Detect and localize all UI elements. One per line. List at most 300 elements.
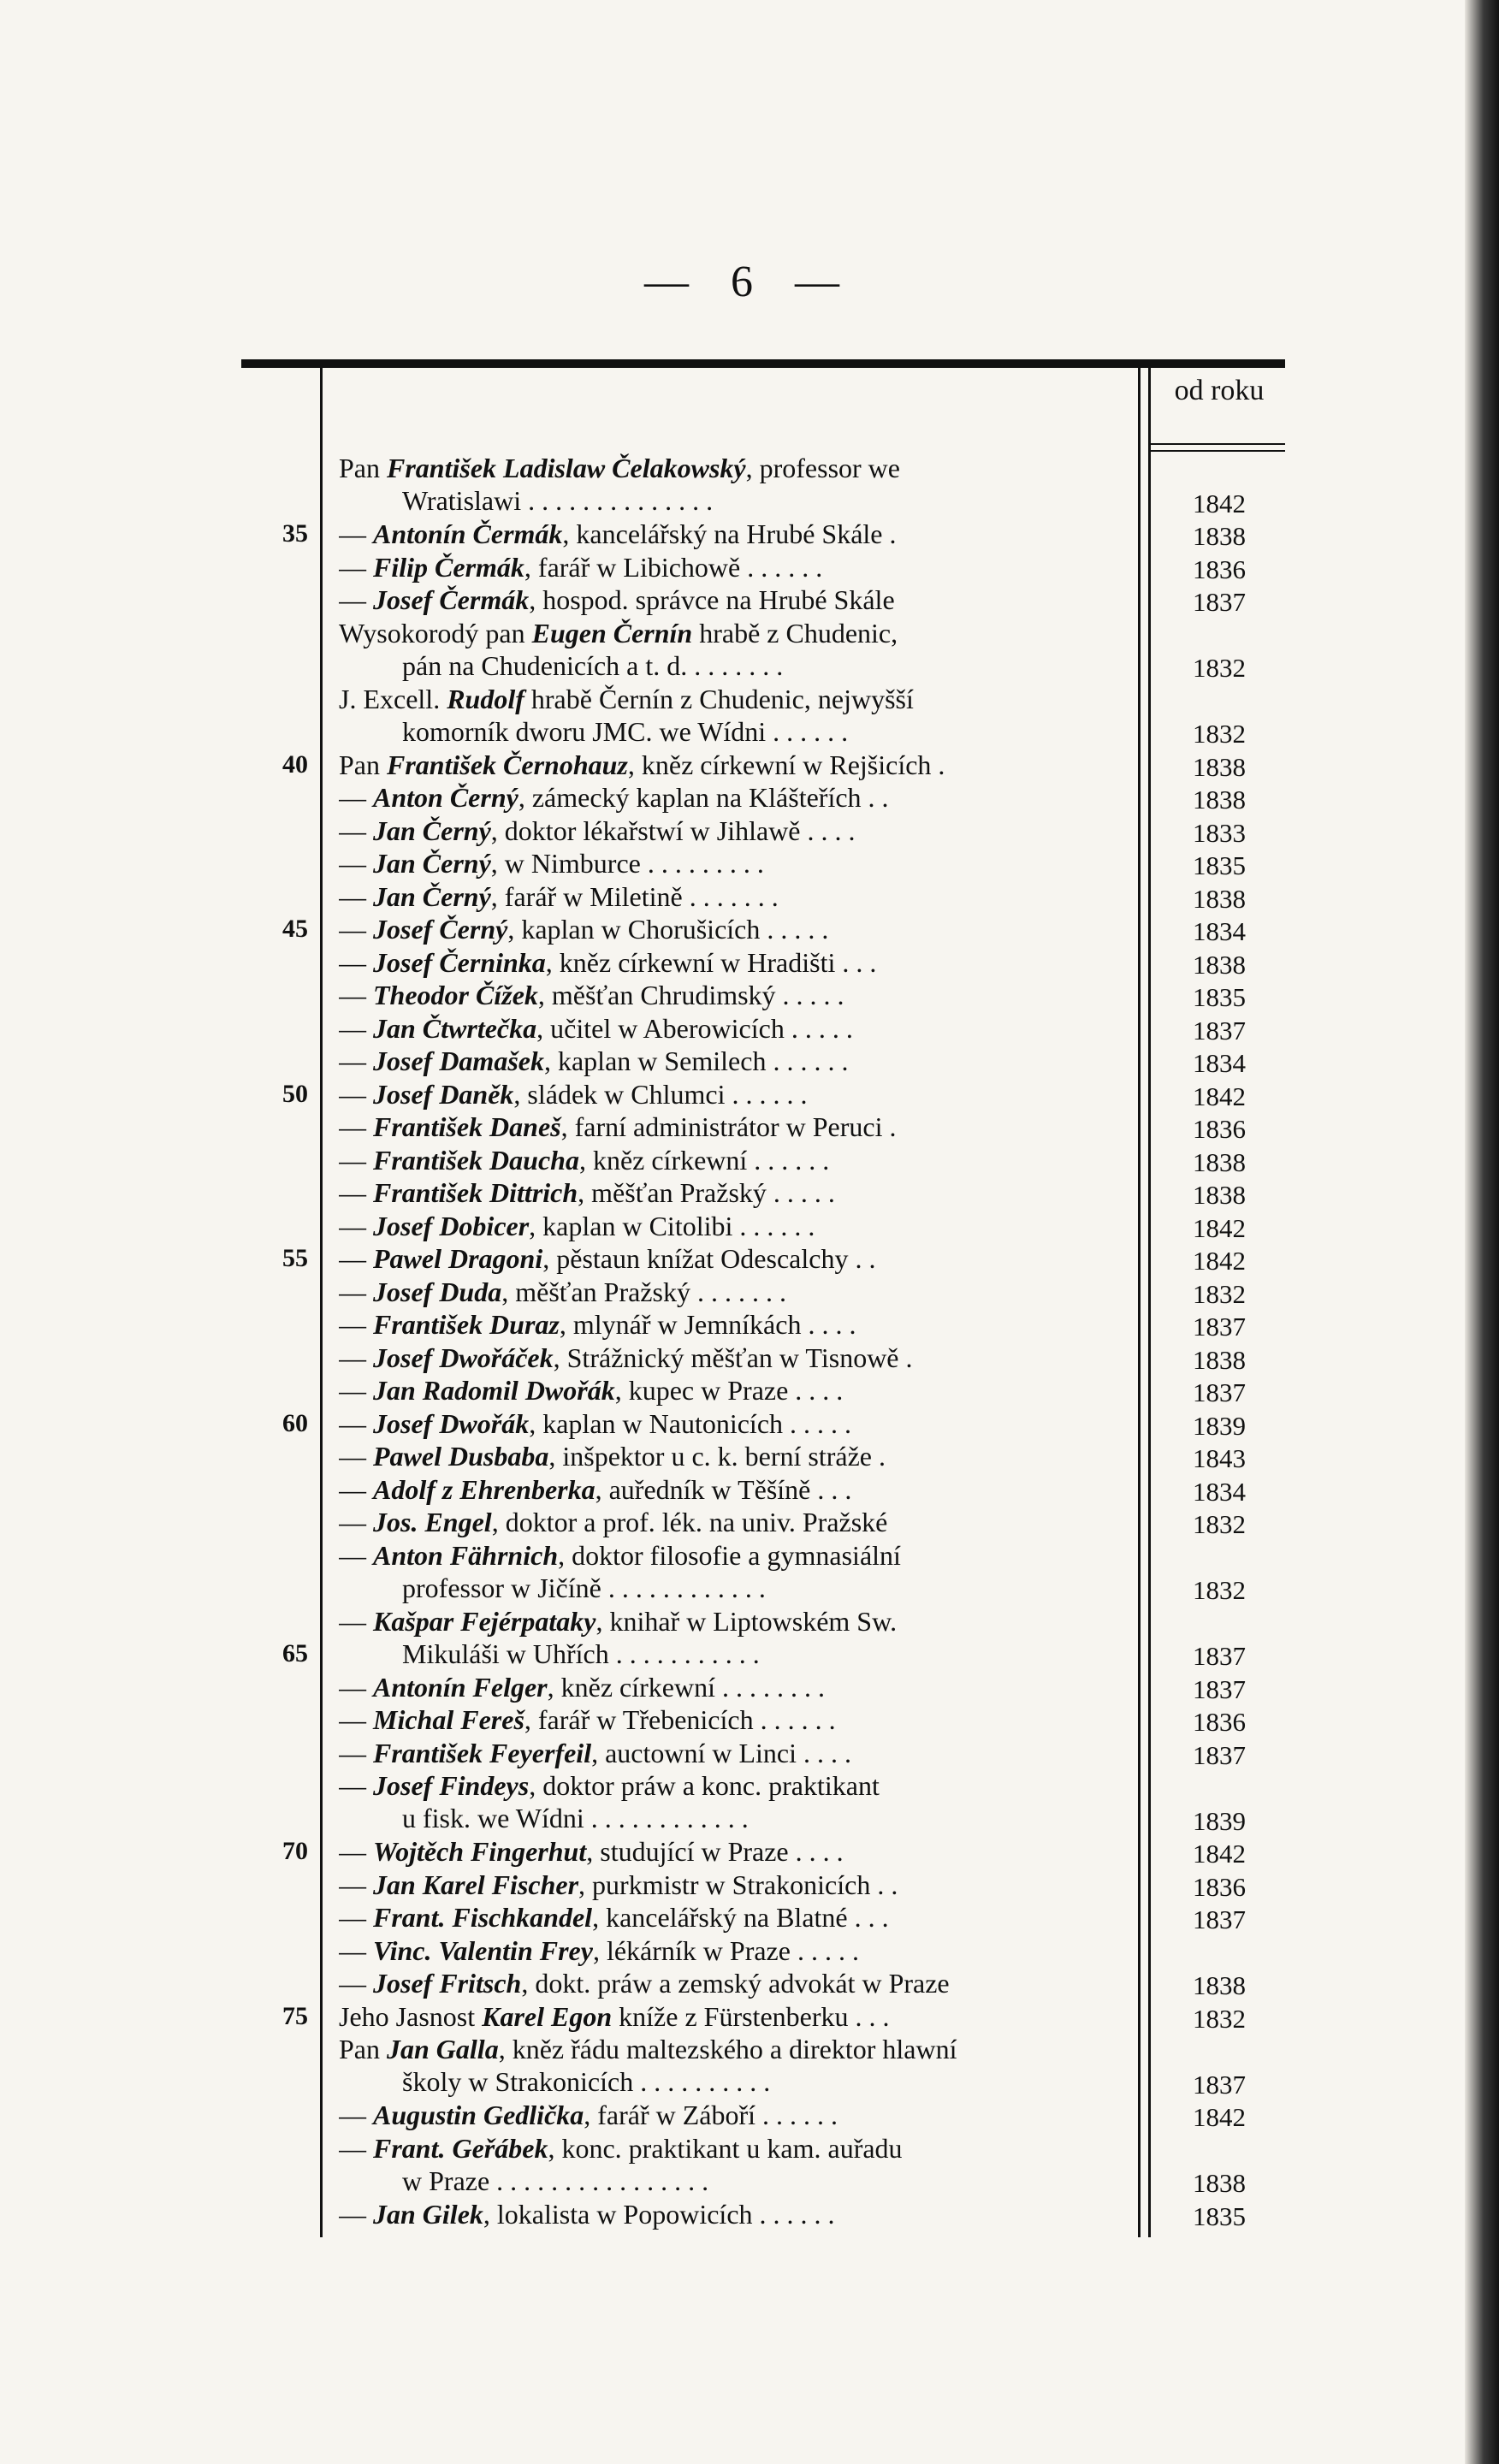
entry-prefix: J. Excell. (339, 683, 447, 714)
entry-description: , w Nimburce . . . . . . . . . (490, 848, 764, 879)
person-name: František Daucha (373, 1144, 579, 1176)
entry-line (339, 1769, 1131, 1802)
entry-description: , farář w Třebenicích . . . . . . (524, 1704, 836, 1735)
entry-text (339, 1045, 1131, 1077)
entry-text (339, 1605, 1131, 1670)
entry-line (339, 1901, 1131, 1934)
register-entry (0, 1901, 1499, 1934)
entry-prefix: — (339, 914, 373, 945)
entry-description: , Strážnický měšťan w Tisnowě . (553, 1342, 913, 1373)
entry-description: , učitel w Aberowicích . . . . . (536, 1012, 853, 1044)
entry-line (339, 814, 1131, 847)
person-name: Karel Egon (482, 2000, 613, 2032)
entry-text (339, 617, 1131, 682)
entry-prefix: — (339, 1441, 373, 1472)
person-name: Josef Fritsch (373, 1968, 522, 1999)
register-entry (0, 847, 1499, 880)
entry-prefix: Pan (339, 749, 387, 780)
person-name: Eugen Černín (531, 617, 693, 649)
entry-prefix: — (339, 1737, 373, 1768)
person-name: Josef Damašek (373, 1045, 544, 1076)
entry-prefix: — (339, 880, 373, 912)
entry-number: 45 (282, 915, 308, 943)
entry-text (339, 2033, 1131, 2098)
entry-description: , doktor filosofie a gymnasiální (558, 1539, 901, 1571)
entry-year: 1832 (1193, 2003, 1246, 2034)
register-entry (0, 2033, 1499, 2099)
person-name: Josef Dobicer (373, 1210, 530, 1241)
entry-year: 1837 (1193, 1015, 1246, 1045)
entry-prefix: — (339, 1111, 373, 1142)
register-entry (0, 1111, 1499, 1144)
register-entry (0, 1012, 1499, 1045)
entry-description: , kupec w Praze . . . . (614, 1375, 844, 1406)
entry-prefix: — (339, 1704, 373, 1735)
person-name: Frant. Geřábek (373, 2132, 548, 2164)
entry-description: , auctowní w Linci . . . . (591, 1737, 852, 1768)
person-name: Filip Čermák (373, 551, 524, 583)
person-name: František Feyerfeil (373, 1737, 592, 1768)
register-entry (0, 551, 1499, 584)
entry-text (339, 1769, 1131, 1834)
entry-text (339, 1934, 1131, 1967)
entry-line (339, 2198, 1131, 2230)
entry-line (339, 1078, 1131, 1111)
entry-year: 1838 (1193, 1146, 1246, 1177)
person-name: Jan Gilek (373, 2198, 483, 2230)
entry-prefix: — (339, 551, 373, 583)
entry-prefix: školy w Strakonicích . . . . . . . . . . (402, 2066, 771, 2097)
register-entry (0, 1671, 1499, 1704)
entry-text (339, 1276, 1131, 1308)
entry-prefix: — (339, 2198, 373, 2230)
entry-prefix: — (339, 980, 373, 1010)
entry-line (339, 749, 1131, 781)
entry-line (339, 1473, 1131, 1506)
entry-prefix: — (339, 1869, 373, 1900)
entry-prefix: Wysokorodý pan (339, 617, 532, 649)
entry-line (339, 1671, 1131, 1703)
entry-description: , lékárník w Praze . . . . . (592, 1934, 859, 1966)
entry-description: , purkmistr w Strakonicích . . (578, 1869, 898, 1900)
person-name: Vinc. Valentin Frey (373, 1934, 593, 1966)
entry-year: 1838 (1193, 785, 1246, 814)
entry-description: , professor we (745, 453, 900, 483)
person-name: Kašpar Fejérpataky (373, 1605, 596, 1637)
entry-description: , farní administrátor w Peruci . (560, 1111, 897, 1142)
register-entry (0, 1869, 1499, 1902)
entry-year: 1838 (1193, 883, 1246, 914)
person-name: Josef Černý (373, 914, 508, 945)
entry-description: , farář w Miletině . . . . . . . (490, 880, 779, 912)
entry-prefix: u fisk. we Wídni . . . . . . . . . . . . (402, 1803, 749, 1833)
entry-prefix: — (339, 1671, 373, 1703)
entry-description: , kancelářský na Blatné . . . (592, 1902, 889, 1933)
entry-text (339, 1308, 1131, 1341)
register-entry (0, 1045, 1499, 1078)
entry-description: , doktor a prof. lék. na univ. Pražské (491, 1507, 888, 1537)
person-name: Adolf z Ehrenberka (373, 1473, 595, 1505)
entry-prefix: Wratislawi (402, 485, 522, 516)
entry-prefix: komorník dworu JMC. we Wídni . . . . . . (402, 715, 849, 747)
person-name: František Duraz (373, 1309, 560, 1340)
entry-description: , studující w Praze . . . . (586, 1836, 844, 1867)
entry-prefix: — (339, 2100, 373, 2130)
entry-description: , kněz církewní . . . . . . . . (547, 1671, 825, 1703)
register-entry (0, 1144, 1499, 1177)
entry-line (339, 946, 1131, 979)
entry-text (339, 814, 1131, 847)
entry-prefix: — (339, 1605, 373, 1637)
entry-line (339, 913, 1131, 945)
header-rule (1151, 443, 1285, 445)
entry-year: 1835 (1193, 982, 1246, 1012)
person-name: Jos. Engel (373, 1507, 492, 1537)
entry-year: 1836 (1193, 554, 1246, 584)
entry-line (339, 2165, 1131, 2197)
entry-description: hrabě z Chudenic, (692, 617, 898, 649)
entry-text (339, 2198, 1131, 2230)
person-name: František Daneš (373, 1111, 561, 1142)
entry-year: 1837 (1193, 1377, 1246, 1407)
person-name: Theodor Čížek (373, 980, 538, 1010)
entry-prefix: — (339, 1473, 373, 1505)
entry-description: , měšťan Chrudimský . . . . . (537, 980, 844, 1010)
entry-prefix: w Praze . . . . . . . . . . . . . . . . (402, 2165, 709, 2196)
register-entry (0, 1605, 1499, 1671)
register-entry (0, 1078, 1499, 1111)
entry-line (339, 1308, 1131, 1341)
entry-prefix: — (339, 1407, 373, 1439)
person-name: Josef Dwořák (373, 1407, 530, 1439)
entry-year: 1835 (1193, 850, 1246, 880)
entry-year: 1833 (1193, 817, 1246, 848)
entry-text (339, 913, 1131, 945)
entry-year: 1834 (1193, 1476, 1246, 1507)
entry-line (339, 2033, 1131, 2065)
entry-text (339, 1671, 1131, 1703)
register-entry (0, 1342, 1499, 1375)
entry-text (339, 847, 1131, 880)
entry-description: , knihař w Liptowském Sw. (595, 1605, 898, 1637)
entry-line (339, 1440, 1131, 1472)
entry-number: 55 (282, 1244, 308, 1272)
person-name: Josef Duda (373, 1276, 502, 1307)
entry-prefix: — (339, 1177, 373, 1208)
person-name: Jan Černý (373, 848, 491, 879)
entry-line (339, 617, 1131, 649)
entry-year: 1832 (1193, 719, 1246, 749)
entry-text (339, 1506, 1131, 1538)
entry-prefix: — (339, 782, 373, 813)
person-name: František Ladislaw Čelakowský (387, 453, 746, 483)
entry-prefix: — (339, 1144, 373, 1176)
entry-prefix: — (339, 1539, 373, 1571)
entry-year: 1843 (1193, 1443, 1246, 1473)
entry-year: 1837 (1193, 2069, 1246, 2100)
entry-number: 60 (282, 1408, 308, 1437)
entry-prefix: — (339, 1902, 373, 1933)
entry-line (339, 1539, 1131, 1572)
entry-line (339, 1342, 1131, 1374)
entry-text (339, 1176, 1131, 1209)
entry-text (339, 1407, 1131, 1440)
entry-prefix: Pan (339, 453, 387, 483)
register-entry (0, 1374, 1499, 1407)
entry-description: , kaplan w Citolibi . . . . . . (529, 1210, 815, 1241)
register-entry (0, 1835, 1499, 1869)
entry-year: 1842 (1193, 1839, 1246, 1869)
entry-line (339, 1012, 1131, 1045)
entry-line (339, 452, 1131, 484)
entry-description: , kněz řádu maltezského a direktor hlawní (498, 2034, 957, 2064)
entry-year: 1838 (1193, 2168, 1246, 2198)
entry-line (339, 1967, 1131, 1999)
entry-description: , auředník w Těšíně . . . (595, 1473, 852, 1505)
entry-line (339, 2000, 1131, 2033)
entry-line (339, 1210, 1131, 1242)
entry-line (339, 518, 1131, 550)
entry-text (339, 1835, 1131, 1868)
entry-description: , inšpektor u c. k. berní stráže . (548, 1441, 886, 1472)
person-name: Antonín Felger (373, 1671, 548, 1703)
entry-prefix: — (339, 1012, 373, 1044)
entry-line (339, 1242, 1131, 1275)
entry-number: 65 (282, 1639, 308, 1667)
year-column-header: od roku (1174, 375, 1265, 406)
entry-prefix: — (339, 1968, 373, 1999)
entry-text (339, 2132, 1131, 2197)
register-entry (0, 583, 1499, 617)
entry-year: 1837 (1193, 1739, 1246, 1770)
person-name: Antonín Čermák (373, 518, 563, 549)
person-name: Josef Černinka (373, 946, 546, 978)
entry-text (339, 2099, 1131, 2131)
entry-line (339, 1934, 1131, 1967)
register-entry (0, 1769, 1499, 1835)
entry-prefix: — (339, 1342, 373, 1373)
entry-text (339, 1737, 1131, 1769)
entry-year: 1834 (1193, 1048, 1246, 1078)
entry-text (339, 749, 1131, 781)
page-number: — 6 — (644, 258, 855, 306)
entry-line (339, 683, 1131, 715)
entry-line (339, 847, 1131, 880)
entry-prefix: Pan (339, 2034, 387, 2064)
entry-text (339, 1539, 1131, 1604)
person-name: František Černohauz (387, 749, 628, 780)
entry-year: 1837 (1193, 1673, 1246, 1704)
person-name: Rudolf (447, 683, 524, 714)
register-entry (0, 1242, 1499, 1276)
entry-year: 1837 (1193, 1904, 1246, 1934)
entry-prefix: — (339, 1243, 373, 1274)
entry-year: 1839 (1193, 1410, 1246, 1441)
entry-prefix: — (339, 1210, 373, 1241)
entry-description: , kněz církewní w Hradišti . . . (545, 946, 877, 978)
register-entry (0, 814, 1499, 848)
register-entry (0, 880, 1499, 914)
entry-text (339, 1144, 1131, 1176)
entry-description: hrabě Černín z Chudenic, nejwyšší (524, 683, 914, 714)
entry-line (339, 1737, 1131, 1769)
entry-prefix: — (339, 1836, 373, 1867)
entry-text (339, 1242, 1131, 1275)
register-entry (0, 749, 1499, 782)
entry-prefix: — (339, 946, 373, 978)
entry-description: , konc. praktikant u kam. auřadu (548, 2132, 903, 2164)
entry-description: , doktor práw a konc. praktikant (529, 1770, 880, 1801)
entry-description: , měšťan Pražský . . . . . (578, 1177, 835, 1208)
entry-year: 1839 (1193, 1805, 1246, 1836)
entry-text (339, 518, 1131, 550)
entry-year: 1838 (1193, 1970, 1246, 2000)
entry-text (339, 452, 1131, 517)
register-entry (0, 1539, 1499, 1605)
person-name: Jan Radomil Dwořák (373, 1375, 615, 1406)
person-name: Frant. Fischkandel (373, 1902, 593, 1933)
entry-prefix: — (339, 2132, 373, 2164)
register-entry (0, 518, 1499, 551)
register-entry (0, 1737, 1499, 1770)
entry-text (339, 683, 1131, 748)
person-name: Jan Černý (373, 814, 491, 846)
entry-year: 1832 (1193, 1509, 1246, 1539)
entry-text (339, 781, 1131, 814)
entry-text (339, 1111, 1131, 1143)
entry-description: , doktor lékařstwí w Jihlawě . . . . (490, 814, 856, 846)
entry-year: 1842 (1193, 2102, 1246, 2132)
register-entry (0, 2000, 1499, 2034)
entry-text (339, 979, 1131, 1011)
entry-number: 70 (282, 1837, 308, 1865)
entry-number: 35 (282, 519, 308, 548)
register-entry (0, 1473, 1499, 1507)
person-name: František Dittrich (373, 1177, 578, 1208)
entry-year: 1832 (1193, 1575, 1246, 1605)
person-name: Jan Karel Fischer (373, 1869, 579, 1900)
register-entry (0, 1176, 1499, 1210)
entry-prefix: professor w Jičíně . . . . . . . . . . . . (402, 1572, 766, 1603)
entry-prefix: — (339, 1276, 373, 1307)
entry-number: 50 (282, 1079, 308, 1108)
person-name: Josef Čermák (373, 584, 530, 615)
entry-text (339, 1374, 1131, 1407)
entry-line (339, 649, 1131, 682)
entry-number: 75 (282, 2001, 308, 2030)
entry-year: 1838 (1193, 949, 1246, 980)
entry-description: , farář w Záboří . . . . . . (584, 2100, 838, 2130)
entry-text (339, 551, 1131, 583)
entry-year: 1838 (1193, 521, 1246, 551)
person-name: Michal Fereš (373, 1704, 524, 1735)
entry-line (339, 880, 1131, 913)
entry-year: 1838 (1193, 1344, 1246, 1375)
entry-prefix: — (339, 518, 373, 549)
entry-line (339, 1176, 1131, 1209)
entry-text (339, 1210, 1131, 1242)
entry-description: , sládek w Chlumci . . . . . . (513, 1078, 808, 1110)
entry-line (339, 781, 1131, 814)
entry-description: . . . . . . . . . . . . . . (521, 485, 714, 516)
entry-line (339, 1802, 1131, 1834)
entry-text (339, 1703, 1131, 1736)
register-entry (0, 1276, 1499, 1309)
entry-description: kníže z Fürstenberku . . . (612, 2000, 890, 2032)
entry-text (339, 1869, 1131, 1901)
entry-prefix: Mikuláši w Uhřích . . . . . . . . . . . (402, 1638, 760, 1669)
entry-line (339, 2099, 1131, 2131)
entry-year: 1832 (1193, 653, 1246, 683)
entry-year: 1842 (1193, 1212, 1246, 1243)
entry-year: 1838 (1193, 751, 1246, 782)
entry-text (339, 1473, 1131, 1506)
entry-prefix: — (339, 1770, 373, 1801)
entry-prefix: — (339, 1375, 373, 1406)
entry-line (339, 2132, 1131, 2165)
entry-prefix: — (339, 1507, 373, 1537)
register-entry (0, 452, 1499, 518)
entry-text (339, 1012, 1131, 1045)
register-entry (0, 2132, 1499, 2198)
entry-line (339, 1835, 1131, 1868)
register-entry (0, 946, 1499, 980)
register-entry (0, 2099, 1499, 2132)
entry-description: , mlynář w Jemníkách . . . . (559, 1309, 856, 1340)
entry-line (339, 979, 1131, 1011)
entry-description: , hospod. správce na Hrubé Skále (529, 584, 895, 615)
entry-description: , lokalista w Popowicích . . . . . . (483, 2198, 835, 2230)
entry-year: 1837 (1193, 1641, 1246, 1671)
person-name: Augustin Gedlička (373, 2100, 584, 2130)
entry-description: , zámecký kaplan na Klášteřích . . (518, 782, 889, 813)
entry-text (339, 1342, 1131, 1374)
entry-line (339, 1506, 1131, 1538)
entry-description: , dokt. práw a zemský advokát w Praze (521, 1968, 950, 1999)
entry-year: 1836 (1193, 1707, 1246, 1737)
top-rule (241, 359, 1285, 368)
entry-year: 1835 (1193, 2200, 1246, 2231)
entry-line (339, 2065, 1131, 2098)
entry-prefix: — (339, 1078, 373, 1110)
entry-text (339, 1901, 1131, 1934)
entry-text (339, 583, 1131, 616)
entry-year: 1837 (1193, 587, 1246, 617)
person-name: Anton Černý (373, 782, 518, 813)
register-entry (0, 1934, 1499, 1968)
person-name: Anton Fährnich (373, 1539, 559, 1571)
entry-line (339, 484, 1131, 517)
entry-line (339, 1407, 1131, 1440)
entry-year: 1842 (1193, 488, 1246, 518)
person-name: Jan Galla (387, 2034, 499, 2064)
entry-description: , farář w Libichowě . . . . . . (524, 551, 823, 583)
entry-year: 1842 (1193, 1246, 1246, 1276)
register-entry (0, 1210, 1499, 1243)
entry-description: , kaplan w Chorušicích . . . . . (507, 914, 829, 945)
person-name: Pawel Dragoni (373, 1243, 543, 1274)
person-name: Pawel Dusbaba (373, 1441, 549, 1472)
entry-prefix: — (339, 1045, 373, 1076)
entry-prefix: — (339, 814, 373, 846)
entry-number: 40 (282, 749, 308, 779)
entry-text (339, 1440, 1131, 1472)
entry-line (339, 1045, 1131, 1077)
entry-description: , kaplan w Nautonicích . . . . . (529, 1407, 852, 1439)
entry-line (339, 1144, 1131, 1176)
entry-prefix: pán na Chudenicích a t. d. . . . . . . . (402, 649, 784, 681)
entry-line (339, 715, 1131, 748)
